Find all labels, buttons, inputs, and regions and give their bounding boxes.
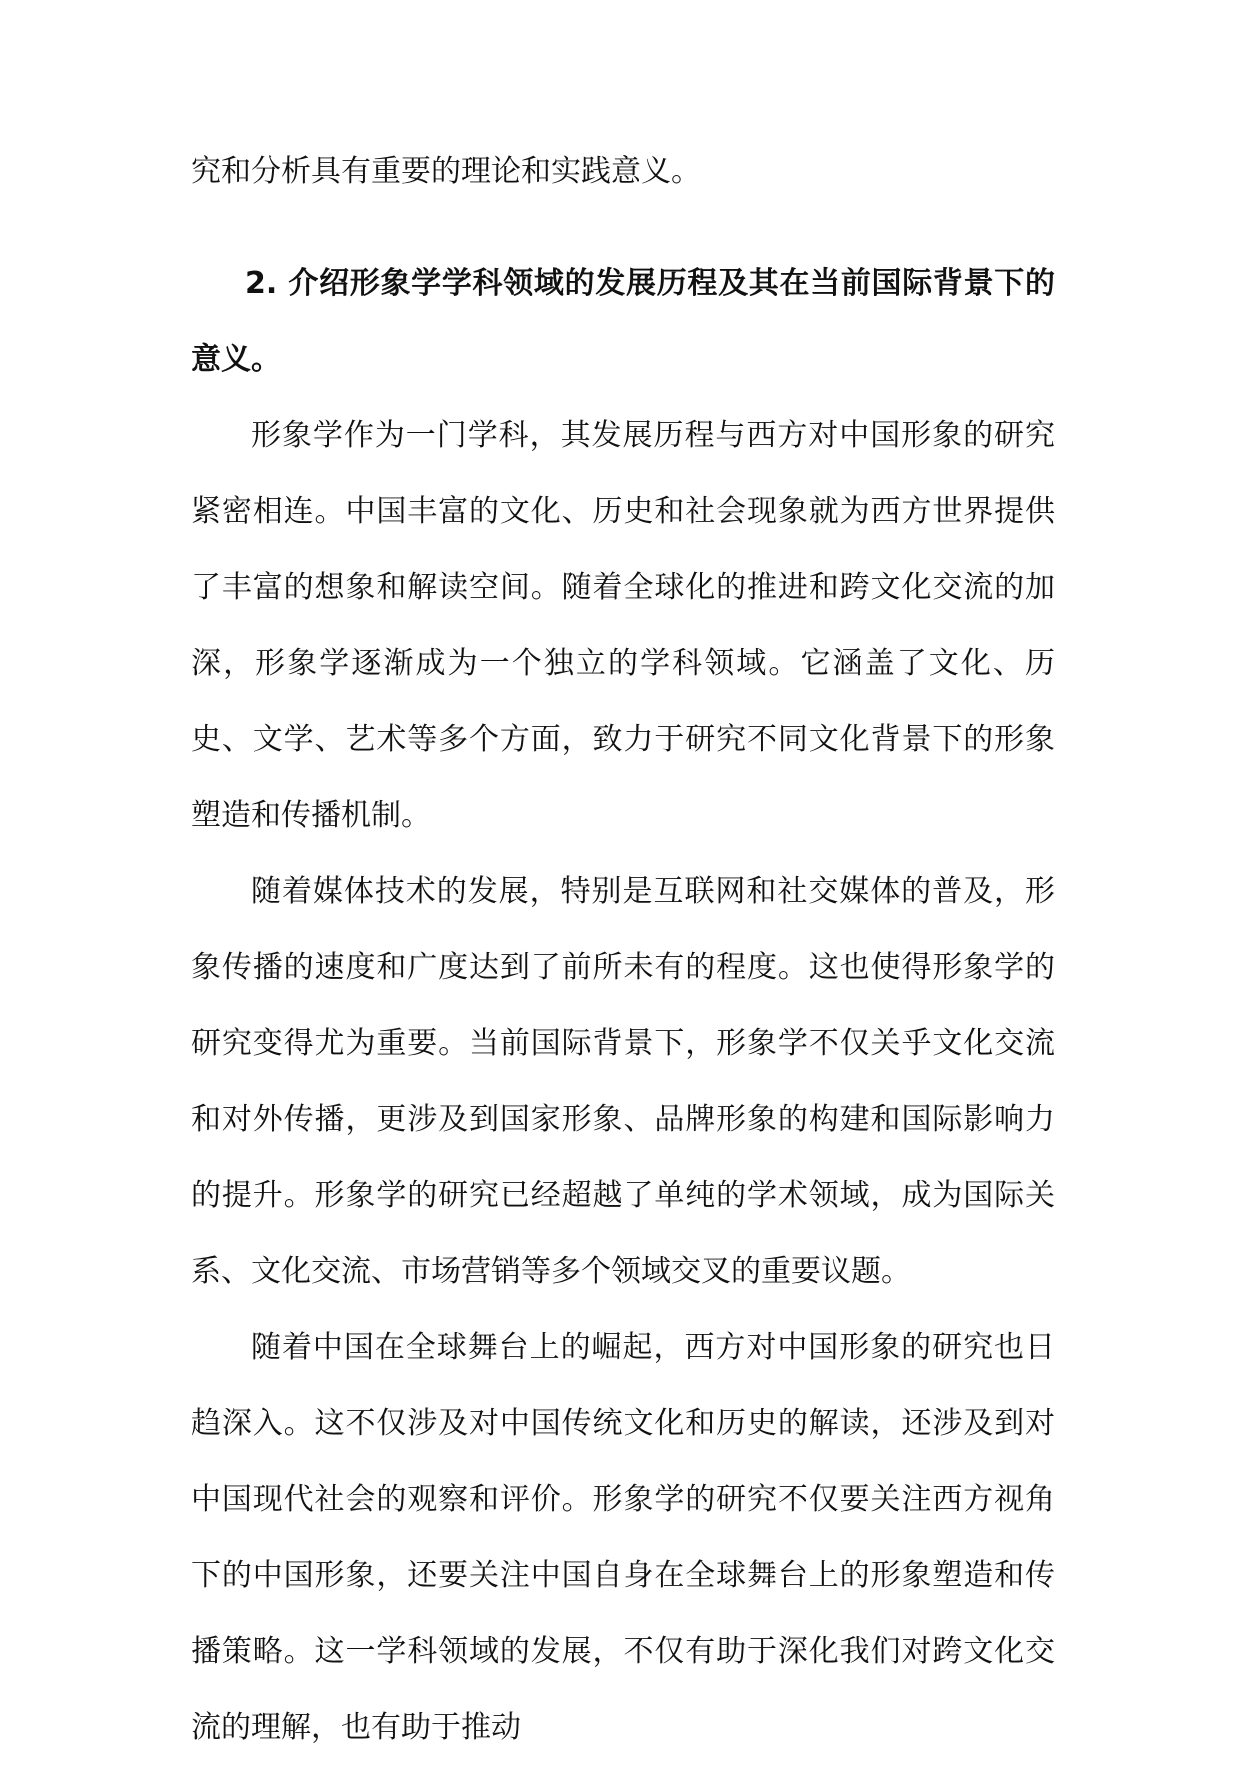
intro-fragment: 究和分析具有重要的理论和实践意义。 [191, 154, 701, 189]
body-paragraph-3: 随着中国在全球舞台上的崛起，西方对中国形象的研究也日趋深入。这不仅涉及对中国传统文化和历史的解读，还涉及到对中国现代社会的观察和评价。形象学的研究不仅要关注西方视角下的中国形象，还要关注中国自身在全球舞台上的形象塑造和传播策略。这一学科领域的发展，不仅有助于深化我们对跨文化交流的理解，也有助于推动 [191, 1330, 1055, 1745]
section-heading: 2. 介绍形象学学科领域的发展历程及其在当前国际背景下的意义。 [191, 266, 1055, 377]
body-paragraph-2: 随着媒体技术的发展，特别是互联网和社交媒体的普及，形象传播的速度和广度达到了前所未有的程度。这也使得形象学的研究变得尤为重要。当前国际背景下，形象学不仅关乎文化交流和对外传播，更涉及到国家形象、品牌形象的构建和国际影响力的提升。形象学的研究已经超越了单纯的学术领域，成为国际关系、文化交流、市场营销等多个领域交叉的重要议题。 [191, 874, 1055, 1289]
body-paragraph-1: 形象学作为一门学科，其发展历程与西方对中国形象的研究紧密相连。中国丰富的文化、历史和社会现象就为西方世界提供了丰富的想象和解读空间。随着全球化的推进和跨文化交流的加深，形象学逐渐成为一个独立的学科领域。它涵盖了文化、历史、文学、艺术等多个方面，致力于研究不同文化背景下的形象塑造和传播机制。 [191, 418, 1055, 833]
document-body [191, 134, 1055, 1766]
